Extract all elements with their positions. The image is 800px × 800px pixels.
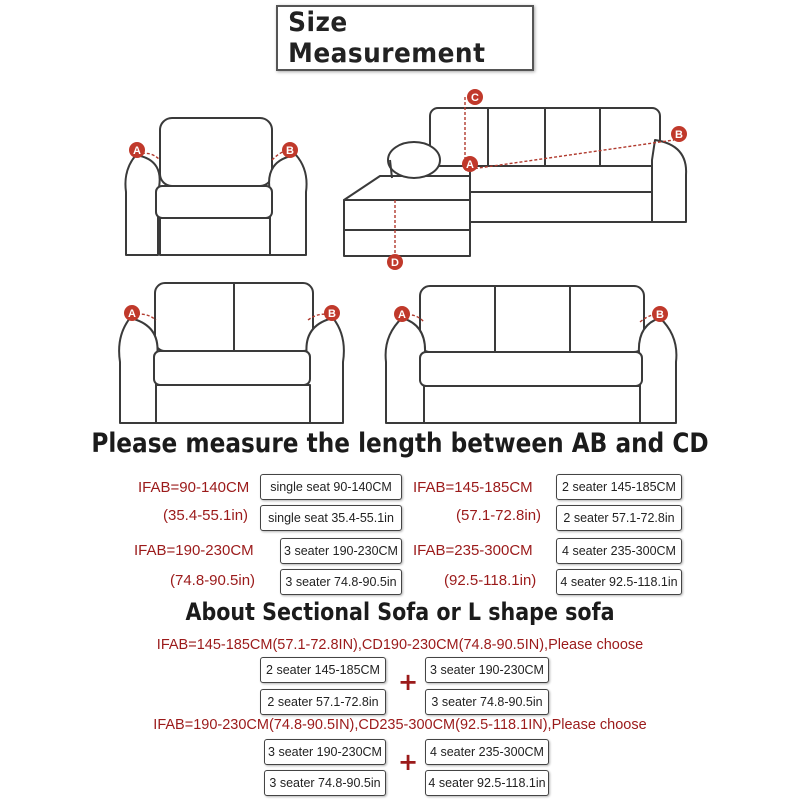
inches-two-seater: (57.1-72.8in) [456, 507, 542, 524]
sectional-heading: About Sectional Sofa or L shape sofa [185, 598, 615, 626]
armchair-illustration [125, 118, 306, 255]
sectional-instruction-2: IFAB=190-230CM(74.8-90.5IN),CD235-300CM(92.5-118.1IN),Please choose [153, 717, 647, 733]
inches-single: (35.4-55.1in) [163, 507, 249, 524]
sectional-2-right-cm: 4 seater 235-300CM [425, 739, 549, 765]
condition-single: IFAB=90-140CM [138, 479, 250, 496]
inches-four-seater: (92.5-118.1in) [444, 572, 537, 589]
badge-c-sectional [467, 89, 483, 105]
svg-text:A: A [133, 145, 141, 157]
size-box-single-in: single seat 35.4-55.1in [260, 505, 402, 531]
badge-b-armchair [282, 142, 298, 158]
sectional-1-left-cm: 2 seater 145-185CM [260, 657, 386, 683]
three-seater-illustration [386, 286, 677, 423]
sectional-1-right-in: 3 seater 74.8-90.5in [425, 689, 549, 715]
size-box-single-cm: single seat 90-140CM [260, 474, 402, 500]
badge-b-sectional [671, 126, 687, 142]
condition-two-seater: IFAB=145-185CM [413, 479, 533, 496]
sectional-instruction-1: IFAB=145-185CM(57.1-72.8IN),CD190-230CM(74.8-90.5IN),Please choose [156, 637, 644, 653]
size-box-four-seater-cm: 4 seater 235-300CM [556, 538, 682, 564]
sectional-1-right-cm: 3 seater 190-230CM [425, 657, 549, 683]
sectional-2-left-in: 3 seater 74.8-90.5in [264, 770, 386, 796]
svg-text:B: B [656, 309, 664, 321]
svg-text:A: A [128, 308, 136, 320]
sectional-2-left-cm: 3 seater 190-230CM [264, 739, 386, 765]
sectional-1-left-in: 2 seater 57.1-72.8in [260, 689, 386, 715]
size-box-two-seater-in: 2 seater 57.1-72.8in [556, 505, 682, 531]
size-box-four-seater-in: 4 seater 92.5-118.1in [556, 569, 682, 595]
svg-text:D: D [391, 257, 399, 269]
condition-three-seater: IFAB=190-230CM [134, 542, 254, 559]
svg-text:A: A [466, 159, 474, 171]
badge-a-loveseat [124, 305, 140, 321]
plus-icon-1: + [398, 668, 419, 696]
svg-text:B: B [286, 145, 294, 157]
condition-four-seater: IFAB=235-300CM [413, 542, 533, 559]
size-box-two-seater-cm: 2 seater 145-185CM [556, 474, 682, 500]
page-title: Size Measurement [288, 7, 486, 69]
svg-text:B: B [675, 129, 683, 141]
badge-a-armchair [129, 142, 145, 158]
measure-heading: Please measure the length between AB and CD [91, 428, 709, 459]
svg-text:A: A [398, 309, 406, 321]
inches-three-seater: (74.8-90.5in) [170, 572, 256, 589]
svg-text:B: B [328, 308, 336, 320]
svg-text:C: C [471, 92, 479, 104]
badge-b-three-seater [652, 306, 668, 322]
size-box-three-seater-in: 3 seater 74.8-90.5in [280, 569, 402, 595]
sectional-2-right-in: 4 seater 92.5-118.1in [425, 770, 549, 796]
badge-a-three-seater [394, 306, 410, 322]
plus-icon-2: + [398, 748, 419, 776]
badge-d-sectional [387, 254, 403, 270]
badge-a-sectional [462, 156, 478, 172]
loveseat-illustration [119, 283, 344, 423]
sectional-sofa-illustration [344, 108, 686, 256]
size-box-three-seater-cm: 3 seater 190-230CM [280, 538, 402, 564]
badge-b-loveseat [324, 305, 340, 321]
